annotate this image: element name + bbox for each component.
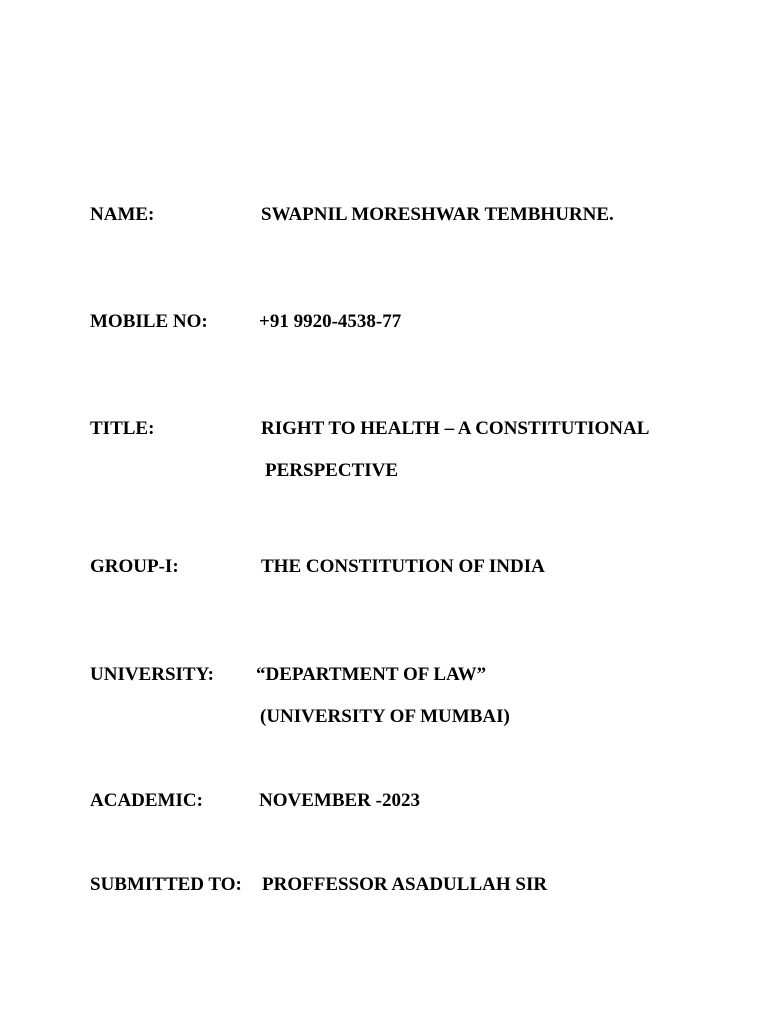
title-value-line2: PERSPECTIVE <box>265 460 399 481</box>
title-value-line1: RIGHT TO HEALTH – A CONSTITUTIONAL <box>261 418 650 439</box>
university-label: UNIVERSITY: <box>90 664 214 685</box>
university-value-line1: “DEPARTMENT OF LAW” <box>256 664 487 685</box>
submitted-label: SUBMITTED TO: <box>90 874 242 895</box>
university-value-line2: (UNIVERSITY OF MUMBAI) <box>260 706 510 727</box>
academic-label: ACADEMIC: <box>90 790 203 811</box>
name-label: NAME: <box>90 204 155 225</box>
submitted-value: PROFFESSOR ASADULLAH SIR <box>262 874 548 895</box>
mobile-label: MOBILE NO: <box>90 311 208 332</box>
academic-value: NOVEMBER -2023 <box>259 790 420 811</box>
title-label: TITLE: <box>90 418 155 439</box>
name-value: SWAPNIL MORESHWAR TEMBHURNE. <box>261 204 614 225</box>
group-label: GROUP-I: <box>90 556 179 577</box>
group-value: THE CONSTITUTION OF INDIA <box>261 556 545 577</box>
mobile-value: +91 9920-4538-77 <box>259 311 402 332</box>
